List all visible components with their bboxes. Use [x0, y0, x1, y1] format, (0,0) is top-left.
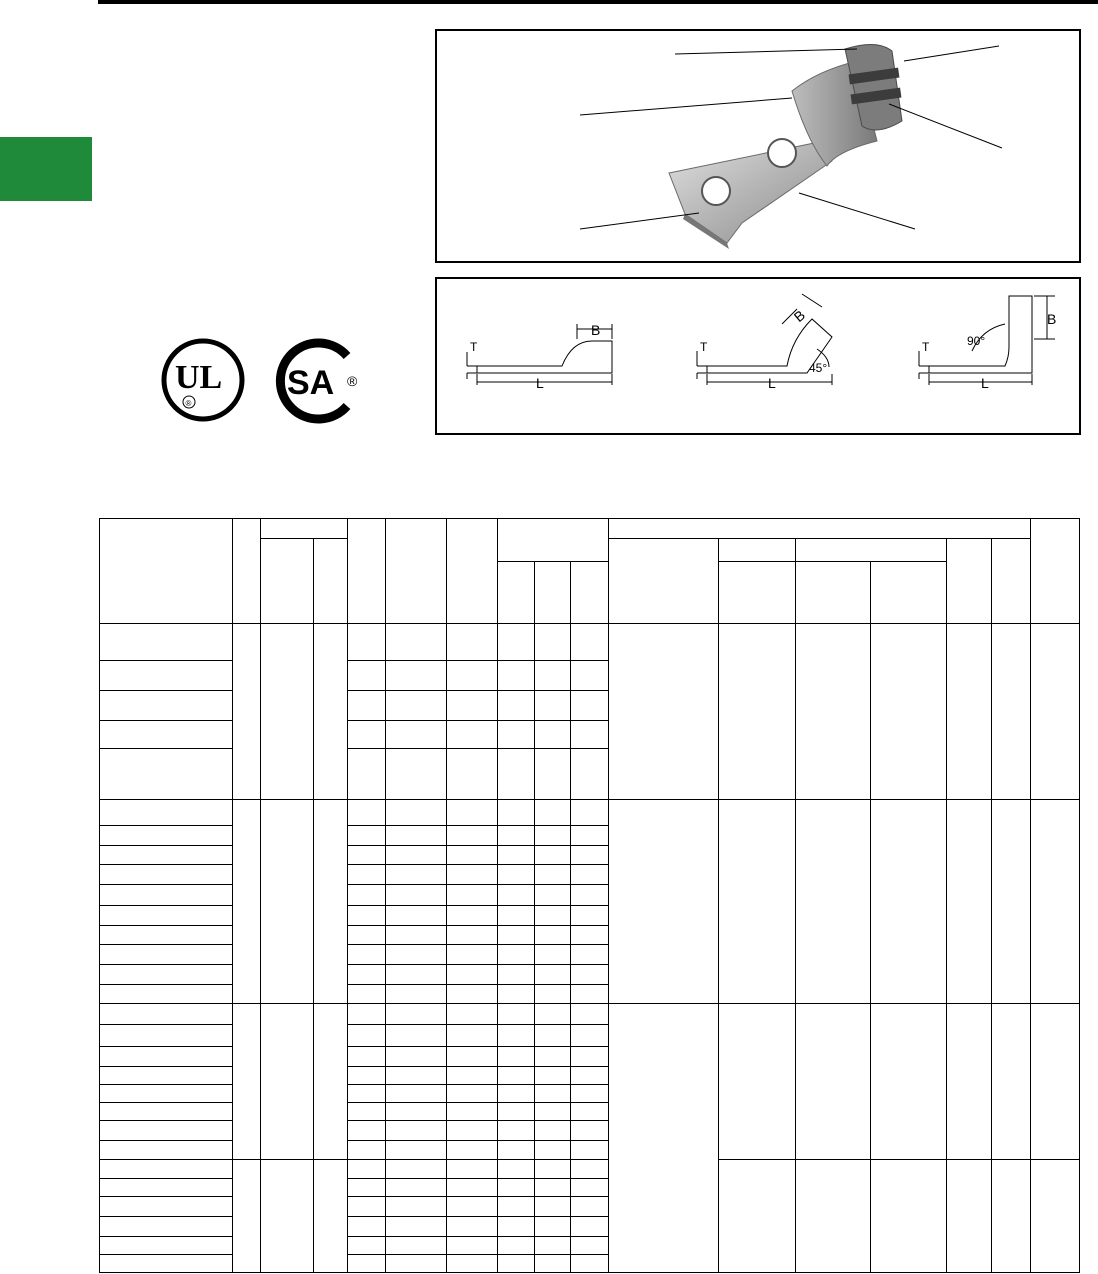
angled90-dim-t: T: [922, 340, 930, 354]
ul-logo-letters: UL: [175, 359, 223, 396]
angled90-angle: 90°: [967, 334, 986, 348]
angled45-dim-l: L: [768, 375, 776, 391]
ul-logo-mark: ®: [185, 399, 192, 408]
angled45-angle: 45°: [809, 361, 828, 375]
angled90-dim-l: L: [981, 375, 989, 391]
angled45-dim-t: T: [700, 340, 708, 354]
angled45-dim-b: B: [790, 306, 809, 326]
csa-logo-mark: ®: [347, 373, 358, 389]
csa-logo-letters: SA: [287, 364, 335, 402]
straight-dim-t: T: [470, 340, 478, 354]
straight-dim-l: L: [536, 375, 544, 391]
straight-dim-b: B: [591, 322, 601, 338]
angled90-dim-b: B: [1047, 311, 1057, 327]
